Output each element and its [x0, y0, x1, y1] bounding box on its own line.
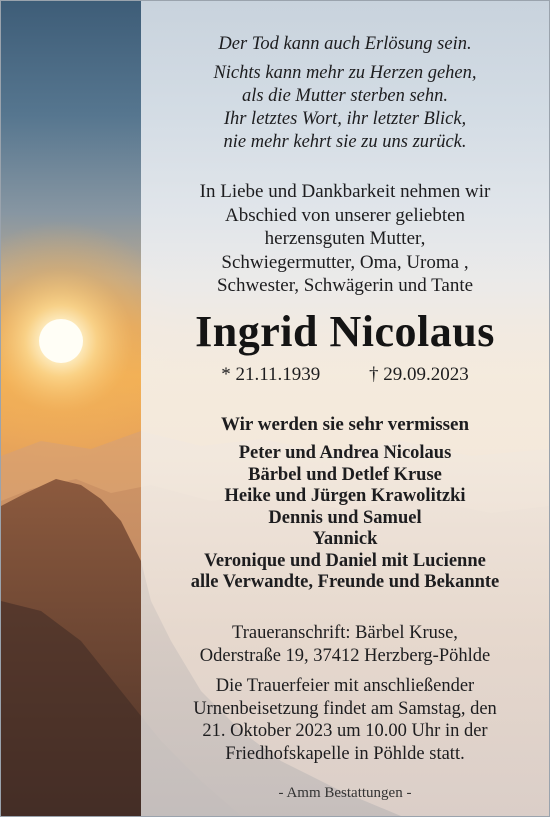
poem-line: Ihr letztes Wort, ihr letzter Blick,: [223, 109, 467, 129]
death-date: † 29.09.2023: [369, 364, 469, 385]
intro-line: Abschied von unserer geliebten: [224, 204, 466, 226]
birth-date: * 21.11.1939: [221, 364, 321, 385]
intro-line: Schwester, Schwägerin und Tante: [216, 275, 474, 296]
mourner-line: Yannick: [312, 529, 378, 549]
missing-statement: Wir werden sie sehr vermissen: [220, 414, 470, 435]
ceremony-line: Urnenbeisetzung findet am Samstag, den: [193, 698, 497, 719]
life-dates: [141, 363, 549, 387]
mourner-line: Dennis und Samuel: [268, 507, 422, 528]
mourner-line: Peter und Andrea Nicolaus: [238, 443, 452, 463]
poem-line: Nichts kann mehr zu Herzen gehen,: [213, 63, 477, 83]
ceremony-line: Friedhofskapelle in Pöhlde statt.: [225, 743, 465, 764]
poem-line: als die Mutter sterben sehn.: [241, 86, 449, 106]
poem: [141, 33, 549, 154]
mourner-line: Heike und Jürgen Krawolitzki: [224, 486, 466, 506]
ceremony-line: Die Trauerfeier mit anschließender: [215, 676, 475, 696]
intro-line: herzensguten Mutter,: [264, 228, 426, 249]
mourner-line: Bärbel und Detlef Kruse: [248, 464, 442, 485]
mourner-line: Veronique und Daniel mit Lucienne: [204, 550, 486, 571]
deceased-name: Ingrid Nicolaus: [195, 307, 495, 356]
poem-first-line: Der Tod kann auch Erlösung sein.: [218, 34, 472, 54]
mourner-line: alle Verwandte, Freunde und Bekannte: [190, 572, 500, 592]
funeral-ceremony-info: [141, 675, 549, 765]
ceremony-line: 21. Oktober 2023 um 10.00 Uhr in der: [202, 721, 488, 741]
obituary-text: [141, 1, 549, 816]
intro-line: In Liebe und Dankbarkeit nehmen wir: [199, 181, 491, 202]
address-line: Oderstraße 19, 37412 Herzberg-Pöhlde: [199, 645, 491, 666]
intro-line: Schwiegermutter, Oma, Uroma ,: [221, 251, 469, 273]
poem-line: nie mehr kehrt sie zu uns zurück.: [223, 132, 467, 152]
address-line: Traueranschrift: Bärbel Kruse,: [232, 623, 458, 643]
mourning-address: [141, 622, 549, 667]
farewell-intro: [141, 180, 549, 298]
undertaker-signature: - Amm Bestattungen -: [278, 785, 412, 801]
mourners-list: [131, 443, 550, 594]
